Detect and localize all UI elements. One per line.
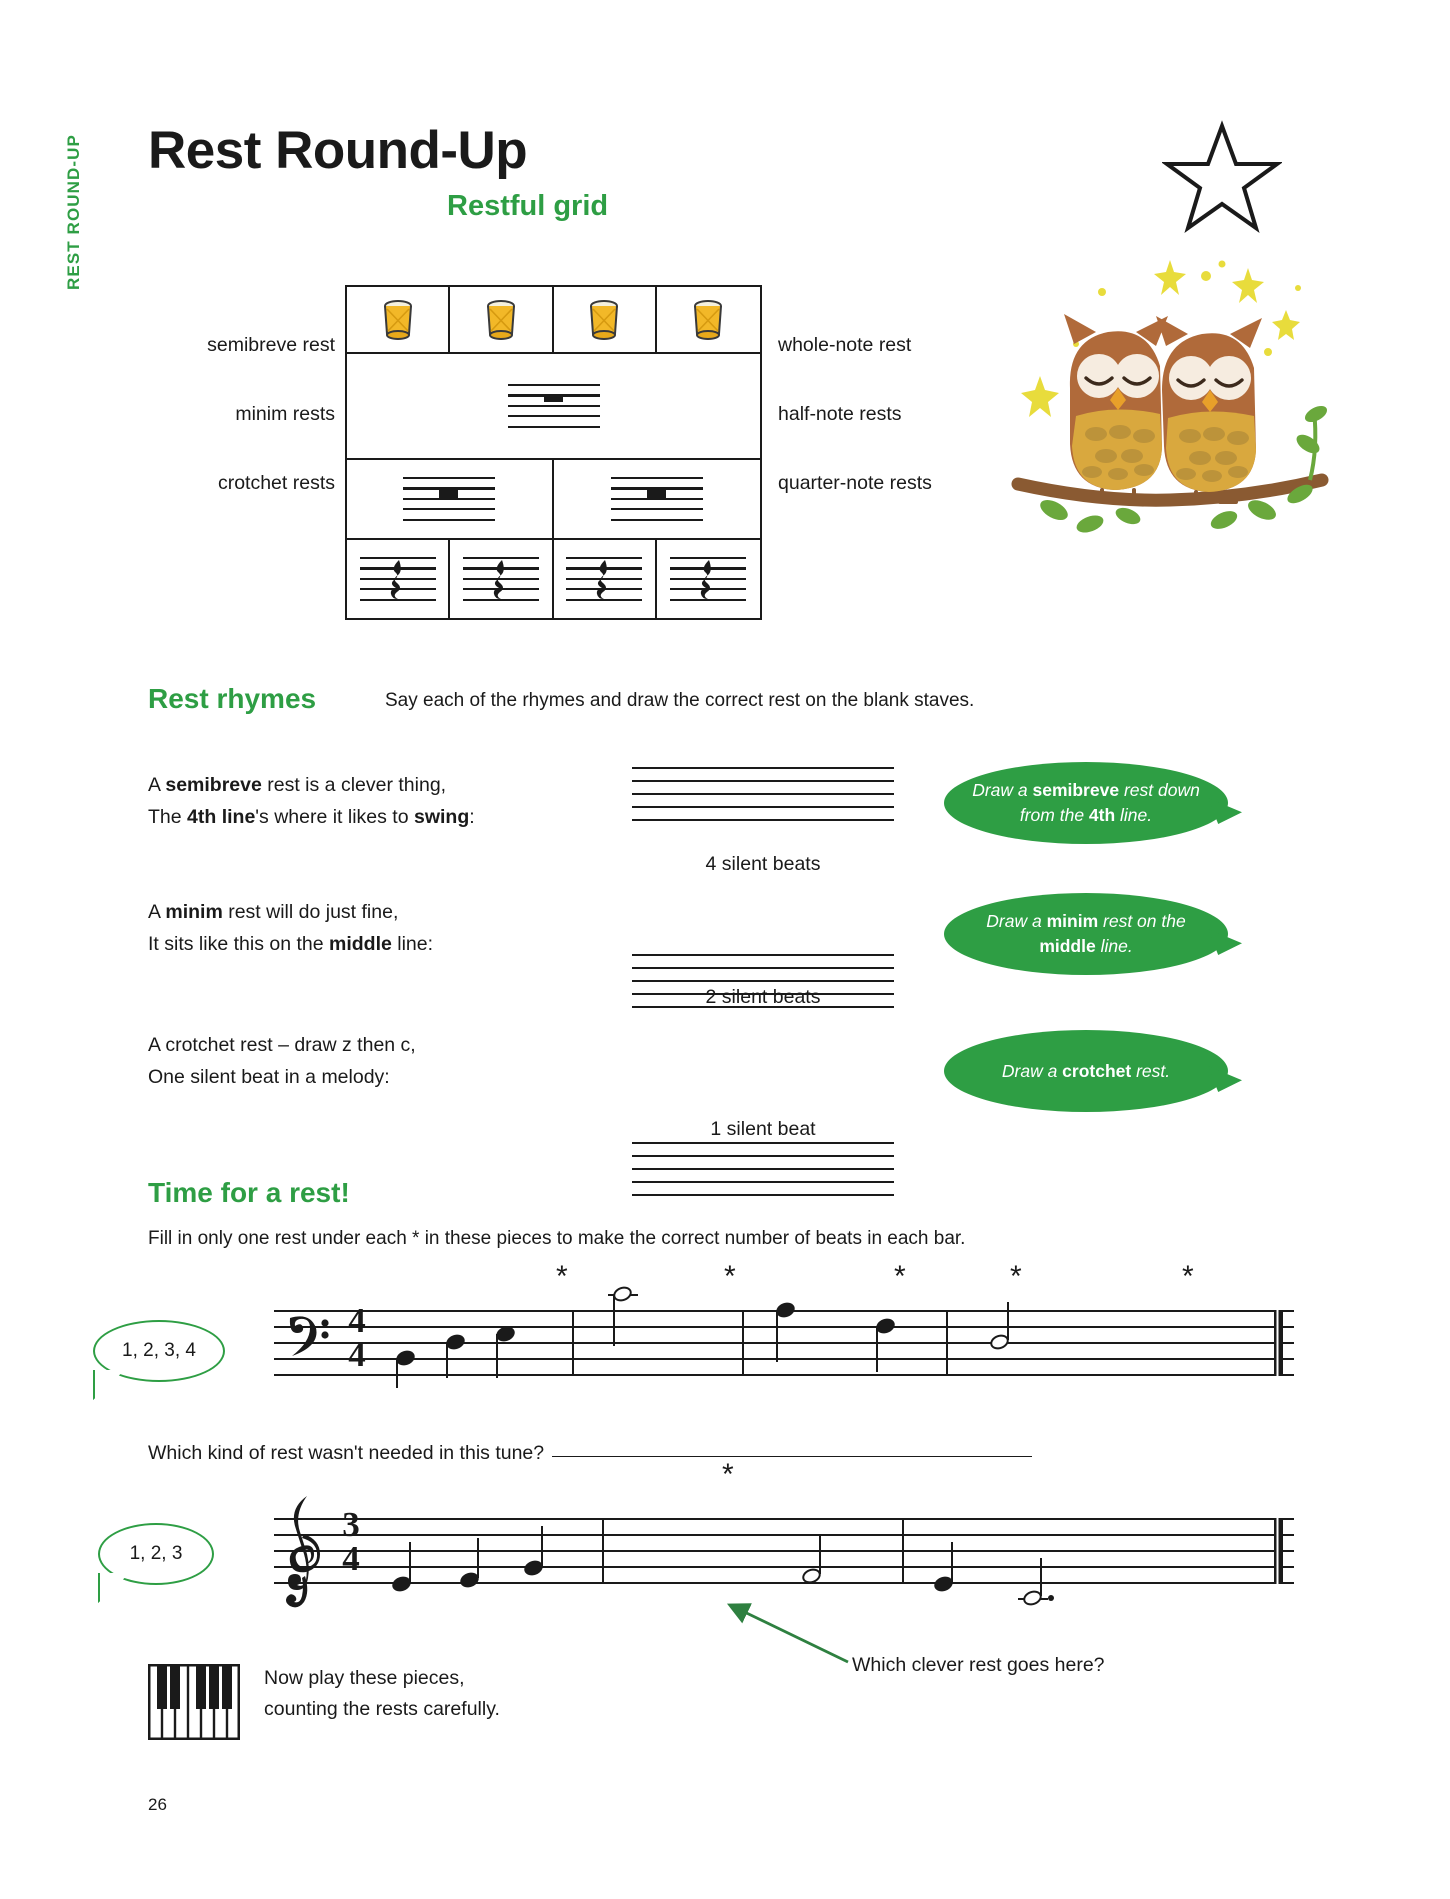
speech-bubble-minim: Draw a minim rest on the middle line. (944, 893, 1228, 975)
bass-clef-icon (280, 1308, 336, 1360)
staff-line (274, 1582, 1294, 1584)
restful-grid-title: Restful grid (447, 190, 609, 222)
page-title: Rest Round-Up (148, 121, 528, 180)
music-system-treble[interactable] (274, 1505, 1294, 1585)
time-signature-numerator: 4 (348, 1301, 366, 1340)
rhyme-3-line-1: A crotchet rest – draw z then c, (148, 1034, 416, 1056)
question-1-text: Which kind of rest wasn't needed in this tune? (148, 1442, 545, 1464)
barline (572, 1310, 574, 1376)
grid-label-minim-right: half-note rests (778, 403, 902, 425)
grid-row-drums (347, 287, 760, 354)
music-system-bass[interactable] (274, 1301, 1294, 1377)
rhyme-1-line-2: The 4th line's where it likes to swing: (148, 805, 475, 828)
grid-cell-drum (450, 287, 553, 352)
rhyme-1-line-1: A semibreve rest is a clever thing, (148, 774, 447, 796)
barline (602, 1518, 604, 1584)
note-stem (541, 1526, 543, 1566)
staff-line (274, 1358, 1294, 1360)
green-arrow-icon (722, 1600, 852, 1675)
staff-line (274, 1566, 1294, 1568)
mini-staff (508, 384, 600, 428)
mini-staff (611, 477, 703, 521)
note-stem (496, 1334, 498, 1378)
rest-rhymes-heading: Rest rhymes (148, 683, 317, 714)
grid-label-crotchet-right: quarter-note rests (778, 472, 932, 494)
star-outline-icon (1162, 120, 1282, 241)
grid-cell-minim-rest (347, 460, 554, 538)
mini-staff (403, 477, 495, 521)
rhyme-2-line-2: It sits like this on the middle line: (148, 932, 434, 955)
speech-bubble-semibreve: Draw a semibreve rest down from the 4th line. (944, 762, 1228, 844)
note-stem (409, 1542, 411, 1582)
mini-staff (670, 557, 746, 601)
minim-rest (647, 490, 666, 498)
note-stem (776, 1310, 778, 1362)
grid-cell-semibreve-rest (347, 354, 760, 458)
side-tab-label: REST ROUND-UP (64, 134, 83, 290)
staff-line (274, 1342, 1294, 1344)
grid-row-semibreve (347, 354, 760, 460)
crotchet-rest (489, 558, 511, 601)
time-for-rest-heading: Time for a rest! (148, 1177, 350, 1208)
speech-bubble-crotchet: Draw a crotchet rest. (944, 1030, 1228, 1112)
page-number: 26 (148, 1795, 167, 1814)
drum-icon (587, 298, 621, 342)
time-for-rest-instruction: Fill in only one rest under each * in these pieces to make the correct number of beats in each bar. (148, 1228, 966, 1249)
star-mark: * (724, 1260, 736, 1293)
mini-staff (566, 557, 642, 601)
grid-label-crotchet-left: crotchet rests (217, 472, 335, 494)
drum-icon (381, 298, 415, 342)
grid-row-crotchet (347, 540, 760, 618)
star-mark: * (1182, 1260, 1194, 1293)
grid-cell-crotchet-rest (347, 540, 450, 618)
treble-clef-icon (280, 1492, 332, 1614)
note-stem (1007, 1302, 1009, 1340)
question-1 (148, 1438, 1032, 1465)
beats-label-3: 1 silent beat (710, 1118, 816, 1140)
rest-rhymes-instruction: Say each of the rhymes and draw the correct rest on the blank staves. (385, 690, 975, 711)
grid-label-minim-left: minim rests (235, 403, 335, 425)
staff-line (274, 1326, 1294, 1328)
barline (902, 1518, 904, 1584)
rhyme-text-1 (148, 770, 475, 833)
drum-icon (691, 298, 725, 342)
count-bubble-2 (98, 1523, 214, 1585)
question-2: Which clever rest goes here? (852, 1654, 1105, 1676)
piano-keyboard-icon (148, 1664, 240, 1745)
semibreve-rest (544, 394, 563, 402)
mini-staff (360, 557, 436, 601)
staff-line (274, 1374, 1294, 1376)
note-stem (1040, 1558, 1042, 1596)
star-mark: * (1010, 1260, 1022, 1293)
grid-cell-drum (657, 287, 760, 352)
note-stem (446, 1342, 448, 1378)
mini-staff (463, 557, 539, 601)
grid-cell-crotchet-rest (657, 540, 760, 618)
star-mark: * (722, 1458, 734, 1491)
note-stem (951, 1542, 953, 1582)
note-stem (876, 1326, 878, 1372)
blank-staff-crotchet[interactable] (632, 1142, 894, 1198)
time-signature-numerator: 3 (342, 1505, 360, 1544)
answer-blank-1[interactable] (552, 1438, 1032, 1457)
grid-cell-crotchet-rest (554, 540, 657, 618)
star-mark: * (556, 1260, 568, 1293)
minim-rest (439, 490, 458, 498)
grid-cell-drum (347, 287, 450, 352)
grid-cell-crotchet-rest (450, 540, 553, 618)
crotchet-rest (386, 558, 408, 601)
count-bubble-1-label: 1, 2, 3, 4 (122, 1340, 196, 1361)
grid-label-semibreve-right: whole-note rest (778, 334, 912, 356)
barline (946, 1310, 948, 1376)
play-instruction-line-2: counting the rests carefully. (264, 1697, 500, 1720)
staff-line (274, 1550, 1294, 1552)
star-mark: * (894, 1260, 906, 1293)
beats-label-1: 4 silent beats (705, 853, 821, 875)
crotchet-rest (592, 558, 614, 601)
grid-label-semibreve-left: semibreve rest (207, 334, 335, 356)
two-owls-illustration (1010, 248, 1330, 548)
grid-cell-minim-rest (554, 460, 761, 538)
play-instruction-line-1: Now play these pieces, (264, 1667, 465, 1689)
restful-grid (345, 285, 762, 620)
note-stem (396, 1358, 398, 1388)
rhyme-2-line-1: A minim rest will do just fine, (148, 901, 399, 923)
note-stem (477, 1538, 479, 1578)
rhyme-text-3 (148, 1030, 416, 1093)
play-instruction (264, 1663, 500, 1725)
beats-label-2: 2 silent beats (705, 986, 821, 1008)
grid-cell-drum (554, 287, 657, 352)
staff-line (274, 1534, 1294, 1536)
blank-staff-semibreve[interactable] (632, 767, 894, 823)
note-stem (613, 1294, 615, 1346)
count-bubble-2-label: 1, 2, 3 (129, 1543, 183, 1564)
time-signature-denominator: 4 (348, 1335, 366, 1374)
crotchet-rest (696, 558, 718, 601)
barline (742, 1310, 744, 1376)
rhyme-3-line-2: One silent beat in a melody: (148, 1065, 390, 1088)
rhyme-text-2 (148, 897, 433, 960)
augmentation-dot (1048, 1595, 1054, 1601)
drum-icon (484, 298, 518, 342)
end-barline (1274, 1518, 1283, 1584)
note-stem (819, 1536, 821, 1574)
grid-row-minim (347, 460, 760, 540)
end-barline (1274, 1310, 1283, 1376)
time-signature-denominator: 4 (342, 1539, 360, 1578)
count-bubble-1 (93, 1320, 225, 1382)
staff-line (274, 1518, 1294, 1520)
